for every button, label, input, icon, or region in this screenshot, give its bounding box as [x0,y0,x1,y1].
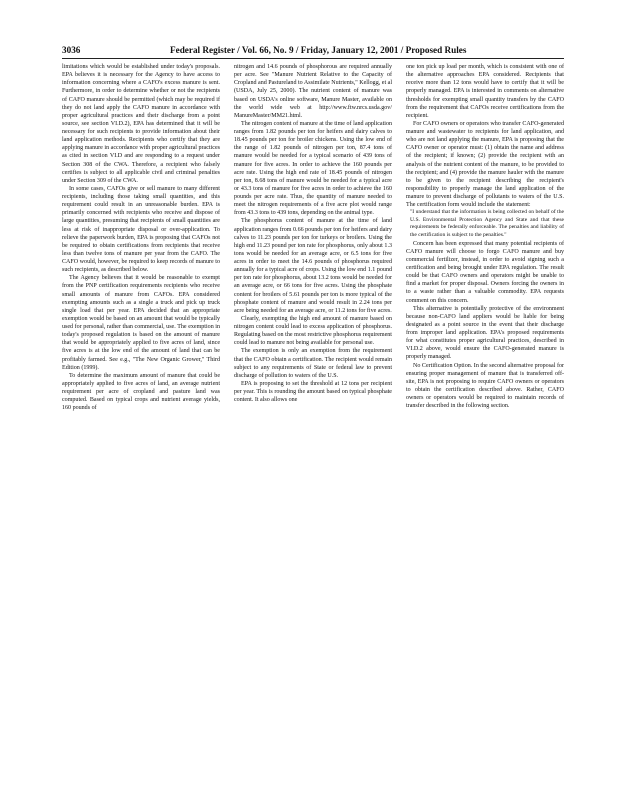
paragraph: No Certification Option. In the second alternative proposal for ensuring proper management of manure that is transferred off-site, EPA is not proposing to require CAFO owners or operators to obtain the certification described above. Rather, CAFO owners or operators would be required to maintain records of transfer described in the following section. [406,362,564,410]
paragraph: The exemption is only an exemption from the requirement that the CAFO obtain a certification. The recipient would remain subject to any requirements of State or federal law to prevent discharge of pollution to waters of the U.S. [234,348,392,379]
paragraph: For CAFO owners or operators who transfer CAFO-generated manure and wastewater to recipients for land application, and who are not land applying the manure, EPA is proposing that the CAFO owner or operator must: (1) obtain the name and address of the recipient; if known; (2) provide the recipient with an analysis of the nutrient content of the manure, to be provided to the recipient; and (4) provide the manure hauler with the manure to be given to the recipient describing the recipient's responsibility to properly manage the land application of the manure to prevent discharge of pollutants to waters of the U.S. The certification form would include the statement: [406,120,564,209]
paragraph: Clearly, exempting the high end amount of manure based on nitrogen content could lead to excess application of phosphorus. Regulating based on the most restrictive phosphorus requirement could lead to manure not being available for personal use. [234,315,392,347]
text-column-3 [406,63,564,771]
paragraph: To determine the maximum amount of manure that could be appropriately applied to five acres of land, an average nutrient requirement per acre of cropland and pasture land was computed. Based on typical crops and nutrient average yields, 160 pounds of [62,372,220,412]
paragraph: nitrogen and 14.6 pounds of phosphorous are required annually per acre. See "Manure Nutrient Relative to the Capacity of Cropland and Pastureland to Assimilate Nutrients," Kellogg, et al (USDA, July 25, 2000). The nutrient content of manure was based on USDA's online software, Manure Master, available on the world wide web at http://www.ftw.nrcs.usda.gov/ ManureMaster/MM21.html. [234,64,392,119]
running-head-title: Federal Register / Vol. 66, No. 9 / Friday, January 12, 2001 / Proposed Rules [170,45,467,55]
paragraph: This alternative is potentially protective of the environment because non-CAFO land appliers would be liable for being designated as a point source in the event that their discharge from improper land application. EPA's proposed requirements for what constitutes proper agricultural practices, described in VI.D.2 above, would ensure the CAFO-generated manure is properly managed. [406,305,564,361]
paragraph: The phosphorus content of manure at the time of land application ranges from 0.66 pounds per ton for heifers and dairy calves to 11.23 pounds per ton for turkeys or broilers. Using the high end 11.23 pound per ton rate for phosphorus, only about 1.3 tons would be needed for an average acre, or 6.5 tons for five acres in order to meet the 14.6 pounds of phosphorus required annually for a typical acre of crops. Using the low end 1.1 pound per ton rate for phosphorus, about 13.2 tons would be needed for an average acre, or 66 tons for five acres. Using the phosphate content for broilers of 5.61 pounds per ton is more typical of the phosphate content of manure and would result in 2.24 tons per acre being needed for an average acre, or 11.2 tons for five acres. [234,218,392,314]
text-column-2 [234,63,392,771]
header-rule [62,58,564,59]
running-header [62,44,562,58]
paragraph: In some cases, CAFOs give or sell manure to many different recipients, including those taking small quantities, and this requirement could result in an unreasonable burden. EPA is primarily concerned with recipients who receive and dispose of large quantities, presuming that recipients of small quantities are less at risk of inappropriate disposal or over-application. To relieve the paperwork burden, EPA is proposing that CAFOs not be required to obtain certifications from recipients that receive less than twelve tons of manure per year from the CAFO. The CAFO would, however, be required to keep records of manure to such recipients, as described below. [62,185,220,274]
paragraph: EPA is proposing to set the threshold at 12 tons per recipient per year. This is rounding the amount based on typical phosphate content. It also allows one [234,380,392,404]
paragraph: limitations which would be established under today's proposals. EPA believes it is necessary for the Agency to have access to information concerning where a CAFO's excess manure is sent. Furthermore, in order to determine whether or not the recipients of CAFO manure should be permitted (which may be required if they do not land apply the CAFO manure in accordance with proper agricultural practices and their discharge from a point source, see section VI.D.2), EPA has determined that it will be necessary for such recipients to provide information about their land application methods. Recipients who certify that they are applying manure in accordance with proper agricultural practices as cited in section VI.D and are responding to a request under Section 308 of the CWA. Therefore, a recipient who falsely certifies is subject to all applicable civil and criminal penalties under Section 309 of the CWA. [62,64,220,184]
paragraph: Concern has been expressed that many potential recipients of CAFO manure will choose to forgo CAFO manure and buy commercial fertilizer, instead, in order to avoid signing such a certification and being brought under EPA regulation. The result could be that CAFO owners and operators might be unable to find a market for proper disposal. Owners forcing the owners in to a waste rather than a valuable commodity. EPA requests comment on this concern. [406,240,564,304]
paragraph: The Agency believes that it would be reasonable to exempt from the PNP certification requirements recipients who receive small amounts of manure from CAFOs. EPA considered exempting amounts such as a single a truck and pick up truck single load that per year. EPA decided that an appropriate exemption would be based on an amount that would be typically used for personal, rather than commercial, use. The exemption in today's proposed regulation is based on the amount of manure that would be appropriately applied to five acres of land, since five acres is at the low end of the amount of land that can be profitably farmed. See e.g., "The New Organic Grower," Third Edition (1999). [62,275,220,371]
certification-quote: "I understand that the information is being collected on behalf of the U.S. Environmental Protection Agency and State and that these requirements be federally enforceable. The penalties and liability of the certification is subject to the penalties." [410,209,564,239]
text-column-1 [62,63,220,771]
page-number: 3036 [62,45,81,55]
paragraph: The nitrogen content of manure at the time of land application ranges from 1.82 pounds per ton for heifers and dairy calves to 18.45 pounds per ton for broiler chickens. Using the low end of the range of 1.82 pounds of nitrogen per ton, 87.4 tons of manure would be needed for a typical scenario of 439 tons of manure for five acres. In order to achieve the 160 pounds per acre rate. Using the high end rate of 18.45 pounds of nitrogen per ton, 8.68 tons of manure would be needed for a typical acre or 43.3 tons of manure for five acres in order to achieve the 160 pounds per acre rate. Thus, the quantity of manure needed to meet the nitrogen requirements of a five acre plot would range from 43.3 tons to 439 tons, depending on the animal type. [234,120,392,217]
paragraph: one ton pick up load per month, which is consistent with one of the alternative approaches EPA considered. Recipients that receive more than 12 tons would have to certify that it will be properly managed. EPA is interested in comments on alternative thresholds for exempting small quantity transfers by the CAFO from the requirement that CAFOs receive certifications from the recipient. [406,64,564,119]
